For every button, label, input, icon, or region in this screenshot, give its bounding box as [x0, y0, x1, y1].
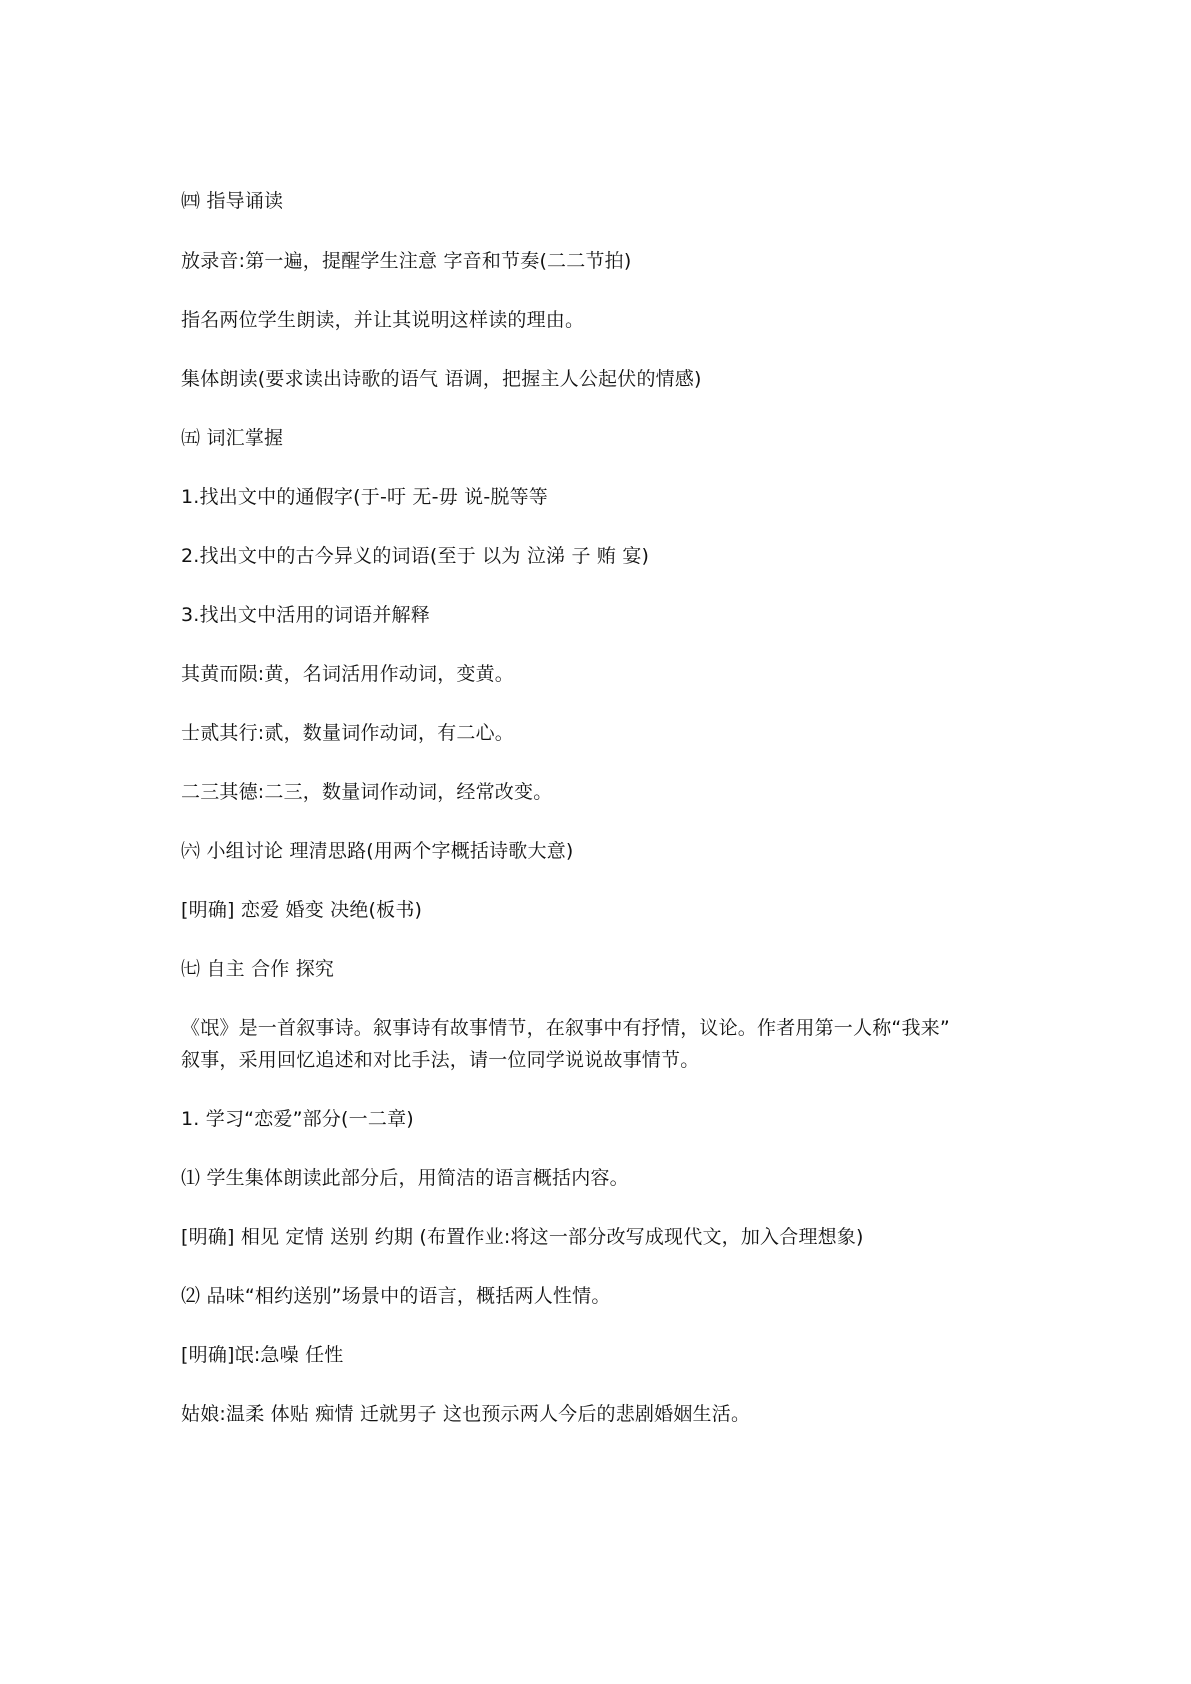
list-item-flexible-usage: 3.找出文中活用的词语并解释 [181, 604, 430, 626]
paragraph-narrative-intro-1: 《氓》是一首叙事诗。叙事诗有故事情节，在叙事中有抒情，议论。作者用第一人称“我来” [181, 1017, 950, 1039]
section-heading-vocabulary: ㈤ 词汇掌握 [181, 427, 284, 449]
list-item-interchangeable-chars: 1.找出文中的通假字(于-吁 无-毋 说-脱等等 [181, 486, 548, 508]
paragraph-summary-task: ⑴ 学生集体朗读此部分后，用简洁的语言概括内容。 [181, 1167, 629, 1189]
paragraph-language-task: ⑵ 品味“相约送别”场景中的语言，概括两人性情。 [181, 1285, 611, 1307]
section-heading-guided-reading: ㈣ 指导诵读 [181, 190, 284, 212]
paragraph-example-huang: 其黄而陨:黄，名词活用作动词，变黄。 [181, 663, 515, 685]
paragraph-answer-man: [明确]氓:急噪 任性 [181, 1344, 344, 1366]
paragraph-answer-girl: 姑娘:温柔 体贴 痴情 迁就男子 这也预示两人今后的悲剧婚姻生活。 [181, 1403, 751, 1425]
paragraph-answer-plot: [明确] 相见 定情 送别 约期 (布置作业:将这一部分改写成现代文，加入合理想象) [181, 1226, 864, 1248]
paragraph-narrative-intro-2: 叙事，采用回忆追述和对比手法，请一位同学说说故事情节。 [181, 1049, 700, 1071]
paragraph-example-er: 士贰其行:贰，数量词作动词，有二心。 [181, 722, 515, 744]
paragraph-play-recording: 放录音:第一遍，提醒学生注意 字音和节奏(二二节拍) [181, 250, 632, 272]
paragraph-group-reading: 集体朗读(要求读出诗歌的语气 语调，把握主人公起伏的情感) [181, 368, 702, 390]
paragraph-student-reading: 指名两位学生朗读，并让其说明这样读的理由。 [181, 309, 585, 331]
section-heading-group-discussion: ㈥ 小组讨论 理清思路(用两个字概括诗歌大意) [181, 840, 574, 862]
list-item-ancient-modern-meaning: 2.找出文中的古今异义的词语(至于 以为 泣涕 子 贿 宴) [181, 545, 650, 567]
section-heading-inquiry: ㈦ 自主 合作 探究 [181, 958, 335, 980]
paragraph-example-ersan: 二三其德:二三，数量词作动词，经常改变。 [181, 781, 553, 803]
paragraph-answer-outline: [明确] 恋爱 婚变 决绝(板书) [181, 899, 423, 921]
subsection-heading-love: 1. 学习“恋爱”部分(一二章) [181, 1108, 414, 1130]
